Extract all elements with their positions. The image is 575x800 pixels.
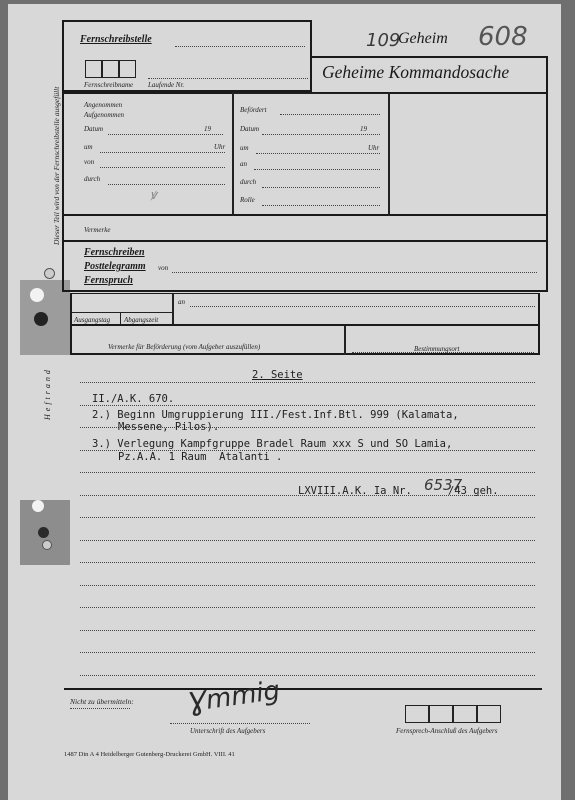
ruling-line — [80, 652, 535, 653]
grid-divider — [172, 294, 174, 326]
signature: Ɣmmig — [186, 675, 282, 719]
an-label-2: an — [178, 298, 185, 306]
grid-divider — [72, 312, 172, 313]
grid-divider — [388, 92, 390, 216]
ruling-line — [80, 630, 535, 631]
side-stamp-text: Heftrand — [43, 367, 52, 420]
fernschreiben-label: Fernschreiben — [84, 247, 145, 258]
grid-divider — [232, 93, 388, 94]
von-label: von — [84, 158, 95, 166]
datum-label: Datum — [84, 125, 104, 133]
jahr-label-2: 19 — [360, 125, 367, 133]
durch-label-2: durch — [240, 178, 257, 186]
posttelegramm-label: Posttelegramm — [84, 261, 146, 272]
unterschrift-label: Unterschrift des Aufgebers — [190, 727, 266, 735]
punch-hole — [42, 540, 52, 550]
journal-suffix: /43 geh. — [448, 485, 499, 497]
rolle-label: Rolle — [240, 196, 255, 204]
number-cell — [102, 60, 119, 78]
ruling-line — [80, 472, 535, 473]
an-label: an — [240, 160, 247, 168]
handwritten-page-number: 608 — [478, 22, 528, 52]
handwritten-journal-number: 6537 — [424, 476, 463, 494]
ruling-line — [80, 517, 535, 518]
phone-cell — [477, 705, 501, 723]
journal-number: LXVIII.A.K. Ia Nr. — [298, 485, 412, 497]
side-note-text: Dieser Teil wird von der Fernschreibstelle ausgefüllt — [52, 86, 61, 245]
grid-divider — [344, 326, 346, 355]
grid-divider — [232, 92, 234, 216]
uhr-label-2: Uhr — [368, 144, 380, 152]
fernspruch-label: Fernspruch — [84, 275, 133, 286]
um-label: um — [84, 143, 93, 151]
punch-hole — [32, 500, 44, 512]
aufgenommen-label: Aufgenommen — [84, 111, 125, 119]
befoerdert-label: Befördert — [240, 106, 267, 114]
reception-grid — [62, 92, 548, 216]
um-label-2: um — [240, 144, 249, 152]
nicht-zu-uebermitteln-label: Nicht zu übermitteln: — [70, 697, 134, 706]
fernschreibname-label: Fernschreibname — [84, 81, 134, 89]
phone-cell — [429, 705, 453, 723]
befoerderung-label: Vermerke für Beförderung (vom Aufgeber auszufüllen) — [108, 343, 261, 351]
message-reference: II./A.K. 670. — [92, 393, 175, 405]
footer-rule — [64, 688, 542, 690]
punch-hole — [34, 312, 48, 326]
jahr-label: 19 — [204, 125, 211, 133]
ruling-line — [80, 585, 535, 586]
laufende-nr-label: Laufende Nr. — [148, 81, 185, 89]
ruling-line — [80, 405, 535, 406]
durch-label: durch — [84, 175, 101, 183]
ruling-line — [80, 540, 535, 541]
page-heading: 2. Seite — [252, 369, 303, 381]
ruling-line — [80, 562, 535, 563]
message-item-2-line-2: Messene, Pilos). — [118, 421, 220, 433]
vermerke-label: Vermerke — [84, 226, 111, 234]
handwritten-number: 109 — [366, 30, 401, 51]
message-item-2-line-1: 2.) Beginn Umgruppierung III./Fest.Inf.Btl. 999 (Kalamata, — [92, 409, 459, 421]
punch-hole — [38, 527, 49, 538]
geheime-kommandosache-label: Geheime Kommandosache — [322, 62, 510, 82]
number-cell — [85, 60, 102, 78]
uhr-label: Uhr — [214, 143, 226, 151]
grid-divider — [120, 312, 121, 326]
fernschreibstelle-label: Fernschreibstelle — [80, 34, 152, 45]
punch-hole — [30, 288, 44, 302]
bestimmungsort-label: Bestimmungsort — [414, 345, 460, 353]
von-label-3: von — [158, 264, 169, 272]
number-cell — [119, 60, 136, 78]
ruling-line — [80, 382, 535, 383]
ruling-line — [80, 675, 535, 676]
ausgangstag-label: Ausgangstag — [74, 316, 111, 324]
vermerke-row — [62, 214, 548, 242]
message-item-3-line-2: Pz.A.A. 1 Raum Atalanti . — [118, 451, 283, 463]
fernsprech-anschluss-label: Fernsprech-Anschluß des Aufgebers — [396, 727, 498, 735]
punch-hole — [44, 268, 55, 279]
ruling-line — [80, 607, 535, 608]
datum-label-2: Datum — [240, 125, 260, 133]
message-item-3-line-1: 3.) Verlegung Kampfgruppe Bradel Raum xxx S und SO Lamia, — [92, 438, 453, 450]
abgangszeit-label: Abgangszeit — [124, 316, 159, 324]
phone-cell — [453, 705, 477, 723]
phone-cell — [405, 705, 429, 723]
printer-imprint: 1487 Din A 4 Heidelberger Gutenberg-Druckerei GmbH. VIII. 41 — [64, 751, 235, 758]
geheim-label: Geheim — [398, 30, 448, 47]
faint-pencil-mark: ꝟ — [150, 188, 157, 203]
angenommen-label: Angenommen — [84, 101, 123, 109]
